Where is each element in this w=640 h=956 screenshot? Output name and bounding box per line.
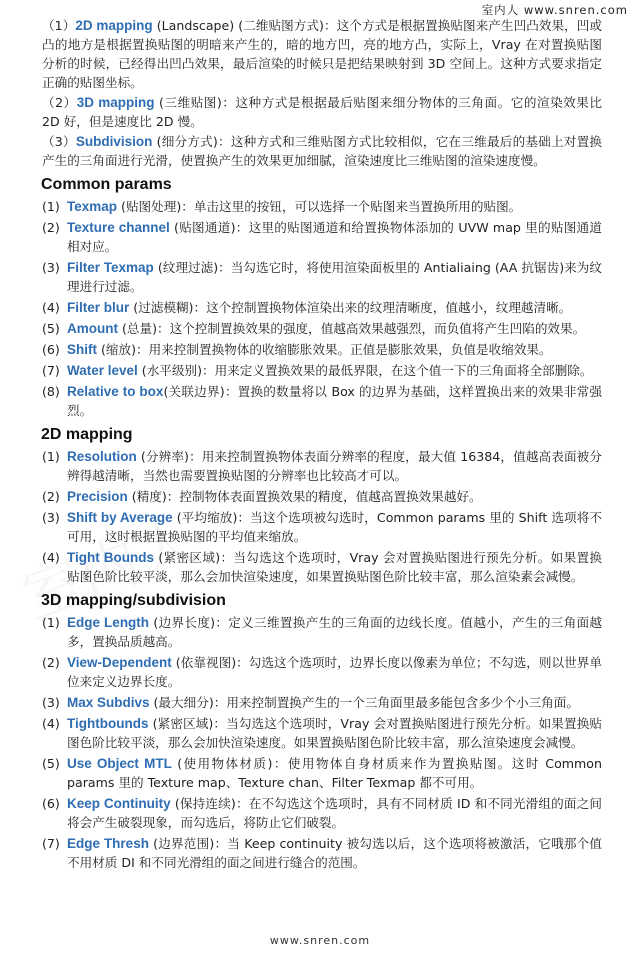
item-description bbox=[67, 508, 602, 546]
item-number: (3) bbox=[42, 695, 60, 710]
parameter-item bbox=[42, 319, 602, 338]
parameter-text: (过滤模糊)：这个控制置换物体渲染出来的纹理清晰度，值越小，纹理越清晰。 bbox=[129, 300, 572, 315]
parameter-item bbox=[42, 298, 602, 317]
parameter-name: Shift bbox=[67, 342, 97, 357]
item-description bbox=[67, 754, 602, 792]
intro-number: （3） bbox=[42, 134, 76, 149]
document-body bbox=[42, 16, 602, 874]
item-number: (3) bbox=[42, 510, 60, 525]
item-number: (6) bbox=[42, 796, 60, 811]
parameter-item bbox=[42, 487, 602, 506]
sections-container bbox=[42, 174, 602, 872]
parameter-item bbox=[42, 548, 602, 586]
item-number: (1) bbox=[42, 199, 60, 214]
parameter-text: (紧密区域)：当勾选这个选项时，Vray 会对置换贴图进行预先分析。如果置换贴图色阶比较平淡，那么会加快渲染速度。如果置换贴图色阶比较丰富，那么渲染速度会减慢。 bbox=[67, 716, 602, 750]
item-number: (5) bbox=[42, 321, 60, 336]
item-number: (1) bbox=[42, 449, 60, 464]
parameter-item bbox=[42, 197, 602, 216]
item-number: (5) bbox=[42, 756, 60, 771]
item-number: (2) bbox=[42, 489, 60, 504]
parameter-name: Relative to box bbox=[67, 384, 164, 399]
intro-paragraph bbox=[42, 16, 602, 92]
item-description bbox=[67, 714, 602, 752]
parameter-text: (水平级别)：用来定义置换效果的最低界限，在这个值一下的三角面将全部删除。 bbox=[137, 363, 593, 378]
item-description bbox=[67, 361, 602, 380]
intro-text: (三维贴图)：这种方式是根据最后贴图来细分物体的三角面。它的渲染效果比 2D 好，但是速度比 2D 慢。 bbox=[42, 95, 602, 129]
intro-keyword: 2D mapping bbox=[75, 18, 153, 33]
parameter-item bbox=[42, 794, 602, 832]
intro-keyword: 3D mapping bbox=[76, 95, 155, 110]
parameter-text: (贴图处理)：单击这里的按钮，可以选择一个贴图来当置换所用的贴图。 bbox=[117, 199, 522, 214]
intro-section bbox=[42, 16, 602, 170]
parameter-item bbox=[42, 218, 602, 256]
parameter-name: Max Subdivs bbox=[67, 695, 150, 710]
parameter-name: Edge Length bbox=[67, 615, 150, 630]
parameter-item bbox=[42, 754, 602, 792]
parameter-item bbox=[42, 340, 602, 359]
parameter-name: Filter blur bbox=[67, 300, 130, 315]
section-heading: 2D mapping bbox=[41, 426, 133, 443]
item-description bbox=[67, 447, 602, 485]
parameter-text: (紧密区域)：当勾选这个选项时，Vray 会对置换贴图进行预先分析。如果置换贴图色阶比较平淡，那么会加快渲染速度，如果置换贴图色阶比较丰富，那么渲染素会减慢。 bbox=[67, 550, 602, 584]
item-number: (7) bbox=[42, 836, 60, 851]
intro-number: （1） bbox=[42, 18, 76, 33]
parameter-item bbox=[42, 382, 602, 420]
item-description bbox=[67, 834, 602, 872]
section-heading: 3D mapping/subdivision bbox=[41, 592, 226, 609]
parameter-text: (分辨率)：用来控制置换物体表面分辨率的程度，最大值 16384，值越高表面被分辨得越清晰，当然也需要置换贴图的分辨率也比较高才可以。 bbox=[67, 449, 602, 483]
intro-text: (Landscape) (二维贴图方式)：这个方式是根据置换贴图来产生凹凸效果，凹或凸的地方是根据置换贴图的明暗来产生的，暗的地方凹，亮的地方凸，实际上，Vray 在对置换贴图分析的时候，已经得出凹凸效果，最后渲染的时候只是把结果映射到 3D 空间上。这种方式要求指定正确的贴图坐标。 bbox=[42, 18, 602, 90]
parameter-text: (贴图通道)：这里的贴图通道和给置换物体添加的 UVW map 里的贴图通道相对应。 bbox=[67, 220, 602, 254]
item-description bbox=[67, 218, 602, 256]
parameter-text: (依靠视图)：勾选这个选项时，边界长度以像素为单位；不勾选，则以世界单位来定义边界长度。 bbox=[67, 655, 602, 689]
intro-paragraph bbox=[42, 93, 602, 131]
parameter-text: (保持连续)：在不勾选这个选项时，具有不同材质 ID 和不同光滑组的面之间将会产生破裂现象，而勾选后，将防止它们破裂。 bbox=[67, 796, 603, 830]
item-description bbox=[67, 548, 602, 586]
parameter-text: (使用物体材质)：使用物体自身材质来作为置换贴图。这时 Common params 里的 Texture map、Texture chan、Filter Texmap 都不可用。 bbox=[67, 756, 602, 790]
item-number: (3) bbox=[42, 260, 60, 275]
intro-text: (细分方式)：这种方式和三维贴图方式比较相似，它在三维最后的基础上对置换产生的三角面进行光滑，使置换产生的效果更加细腻，渲染速度比三维贴图的渲染速度慢。 bbox=[42, 134, 602, 168]
parameter-item bbox=[42, 508, 602, 546]
parameter-name: Precision bbox=[67, 489, 128, 504]
parameter-item bbox=[42, 834, 602, 872]
parameter-text: (总量)：这个控制置换效果的强度，值越高效果越强烈，而负值将产生凹陷的效果。 bbox=[118, 321, 586, 336]
parameter-item bbox=[42, 693, 602, 712]
parameter-name: Filter Texmap bbox=[67, 260, 154, 275]
item-description bbox=[67, 319, 602, 338]
item-number: (4) bbox=[42, 550, 60, 565]
parameter-name: Amount bbox=[67, 321, 118, 336]
intro-keyword: Subdivision bbox=[75, 134, 153, 149]
site-watermark-bottom: www.snren.com bbox=[269, 934, 371, 947]
parameter-text: (缩放)：用来控制置换物体的收缩膨胀效果。正值是膨胀效果，负值是收缩效果。 bbox=[97, 342, 552, 357]
item-description bbox=[67, 197, 602, 216]
parameter-item bbox=[42, 447, 602, 485]
parameter-text: (边界范围)：当 Keep continuity 被勾选以后，这个选项将被激活，它哦那个值不用材质 DI 和不同光滑组的面之间进行缝合的范围。 bbox=[67, 836, 602, 870]
intro-paragraph bbox=[42, 132, 602, 170]
item-number: (4) bbox=[42, 300, 60, 315]
parameter-name: Shift by Average bbox=[67, 510, 173, 525]
parameter-name: Use Object MTL bbox=[67, 756, 172, 771]
item-description bbox=[67, 382, 602, 420]
item-description bbox=[67, 613, 602, 651]
parameter-text: (纹理过滤)：当勾选它时，将使用渲染面板里的 Antialiaing (AA 抗锯齿)来为纹理进行过滤。 bbox=[67, 260, 602, 294]
parameter-item bbox=[42, 613, 602, 651]
parameter-name: Resolution bbox=[67, 449, 137, 464]
parameter-name: Tight Bounds bbox=[67, 550, 155, 565]
parameter-item bbox=[42, 653, 602, 691]
item-description bbox=[67, 340, 602, 359]
item-description bbox=[67, 794, 602, 832]
parameter-text: (关联边界)：置换的数量将以 Box 的边界为基础，这样置换出来的效果非常强烈。 bbox=[67, 384, 602, 418]
parameter-item bbox=[42, 258, 602, 296]
section-heading: Common params bbox=[41, 176, 172, 193]
intro-number: （2） bbox=[42, 95, 77, 110]
parameter-item bbox=[42, 361, 602, 380]
parameter-text: (平均缩放)：当这个选项被勾选时，Common params 里的 Shift 选项将不可用，这时根据置换贴图的平均值来缩放。 bbox=[67, 510, 603, 544]
item-number: (2) bbox=[42, 655, 60, 670]
parameter-name: View-Dependent bbox=[67, 655, 172, 670]
parameter-name: Edge Thresh bbox=[67, 836, 149, 851]
item-description bbox=[67, 693, 602, 712]
site-watermark-top: 室内人 www.snren.com bbox=[481, 3, 628, 17]
parameter-name: Keep Continuity bbox=[67, 796, 171, 811]
parameter-text: (边界长度)：定义三维置换产生的三角面的边线长度。值越小，产生的三角面越多，置换品质越高。 bbox=[67, 615, 602, 649]
item-number: (2) bbox=[42, 220, 60, 235]
parameter-name: Water level bbox=[67, 363, 138, 378]
item-number: (1) bbox=[42, 615, 60, 630]
parameter-name: Texture channel bbox=[67, 220, 170, 235]
item-number: (6) bbox=[42, 342, 60, 357]
item-number: (4) bbox=[42, 716, 60, 731]
parameter-text: (最大细分)：用来控制置换产生的一个三角面里最多能包含多少个小三角面。 bbox=[149, 695, 579, 710]
item-description bbox=[67, 487, 602, 506]
item-number: (8) bbox=[42, 384, 60, 399]
parameter-name: Tightbounds bbox=[67, 716, 149, 731]
item-description bbox=[67, 258, 602, 296]
item-description bbox=[67, 653, 602, 691]
item-description bbox=[67, 298, 602, 317]
parameter-text: (精度)：控制物体表面置换效果的精度，值越高置换效果越好。 bbox=[127, 489, 482, 504]
parameter-name: Texmap bbox=[67, 199, 118, 214]
item-number: (7) bbox=[42, 363, 60, 378]
parameter-item bbox=[42, 714, 602, 752]
